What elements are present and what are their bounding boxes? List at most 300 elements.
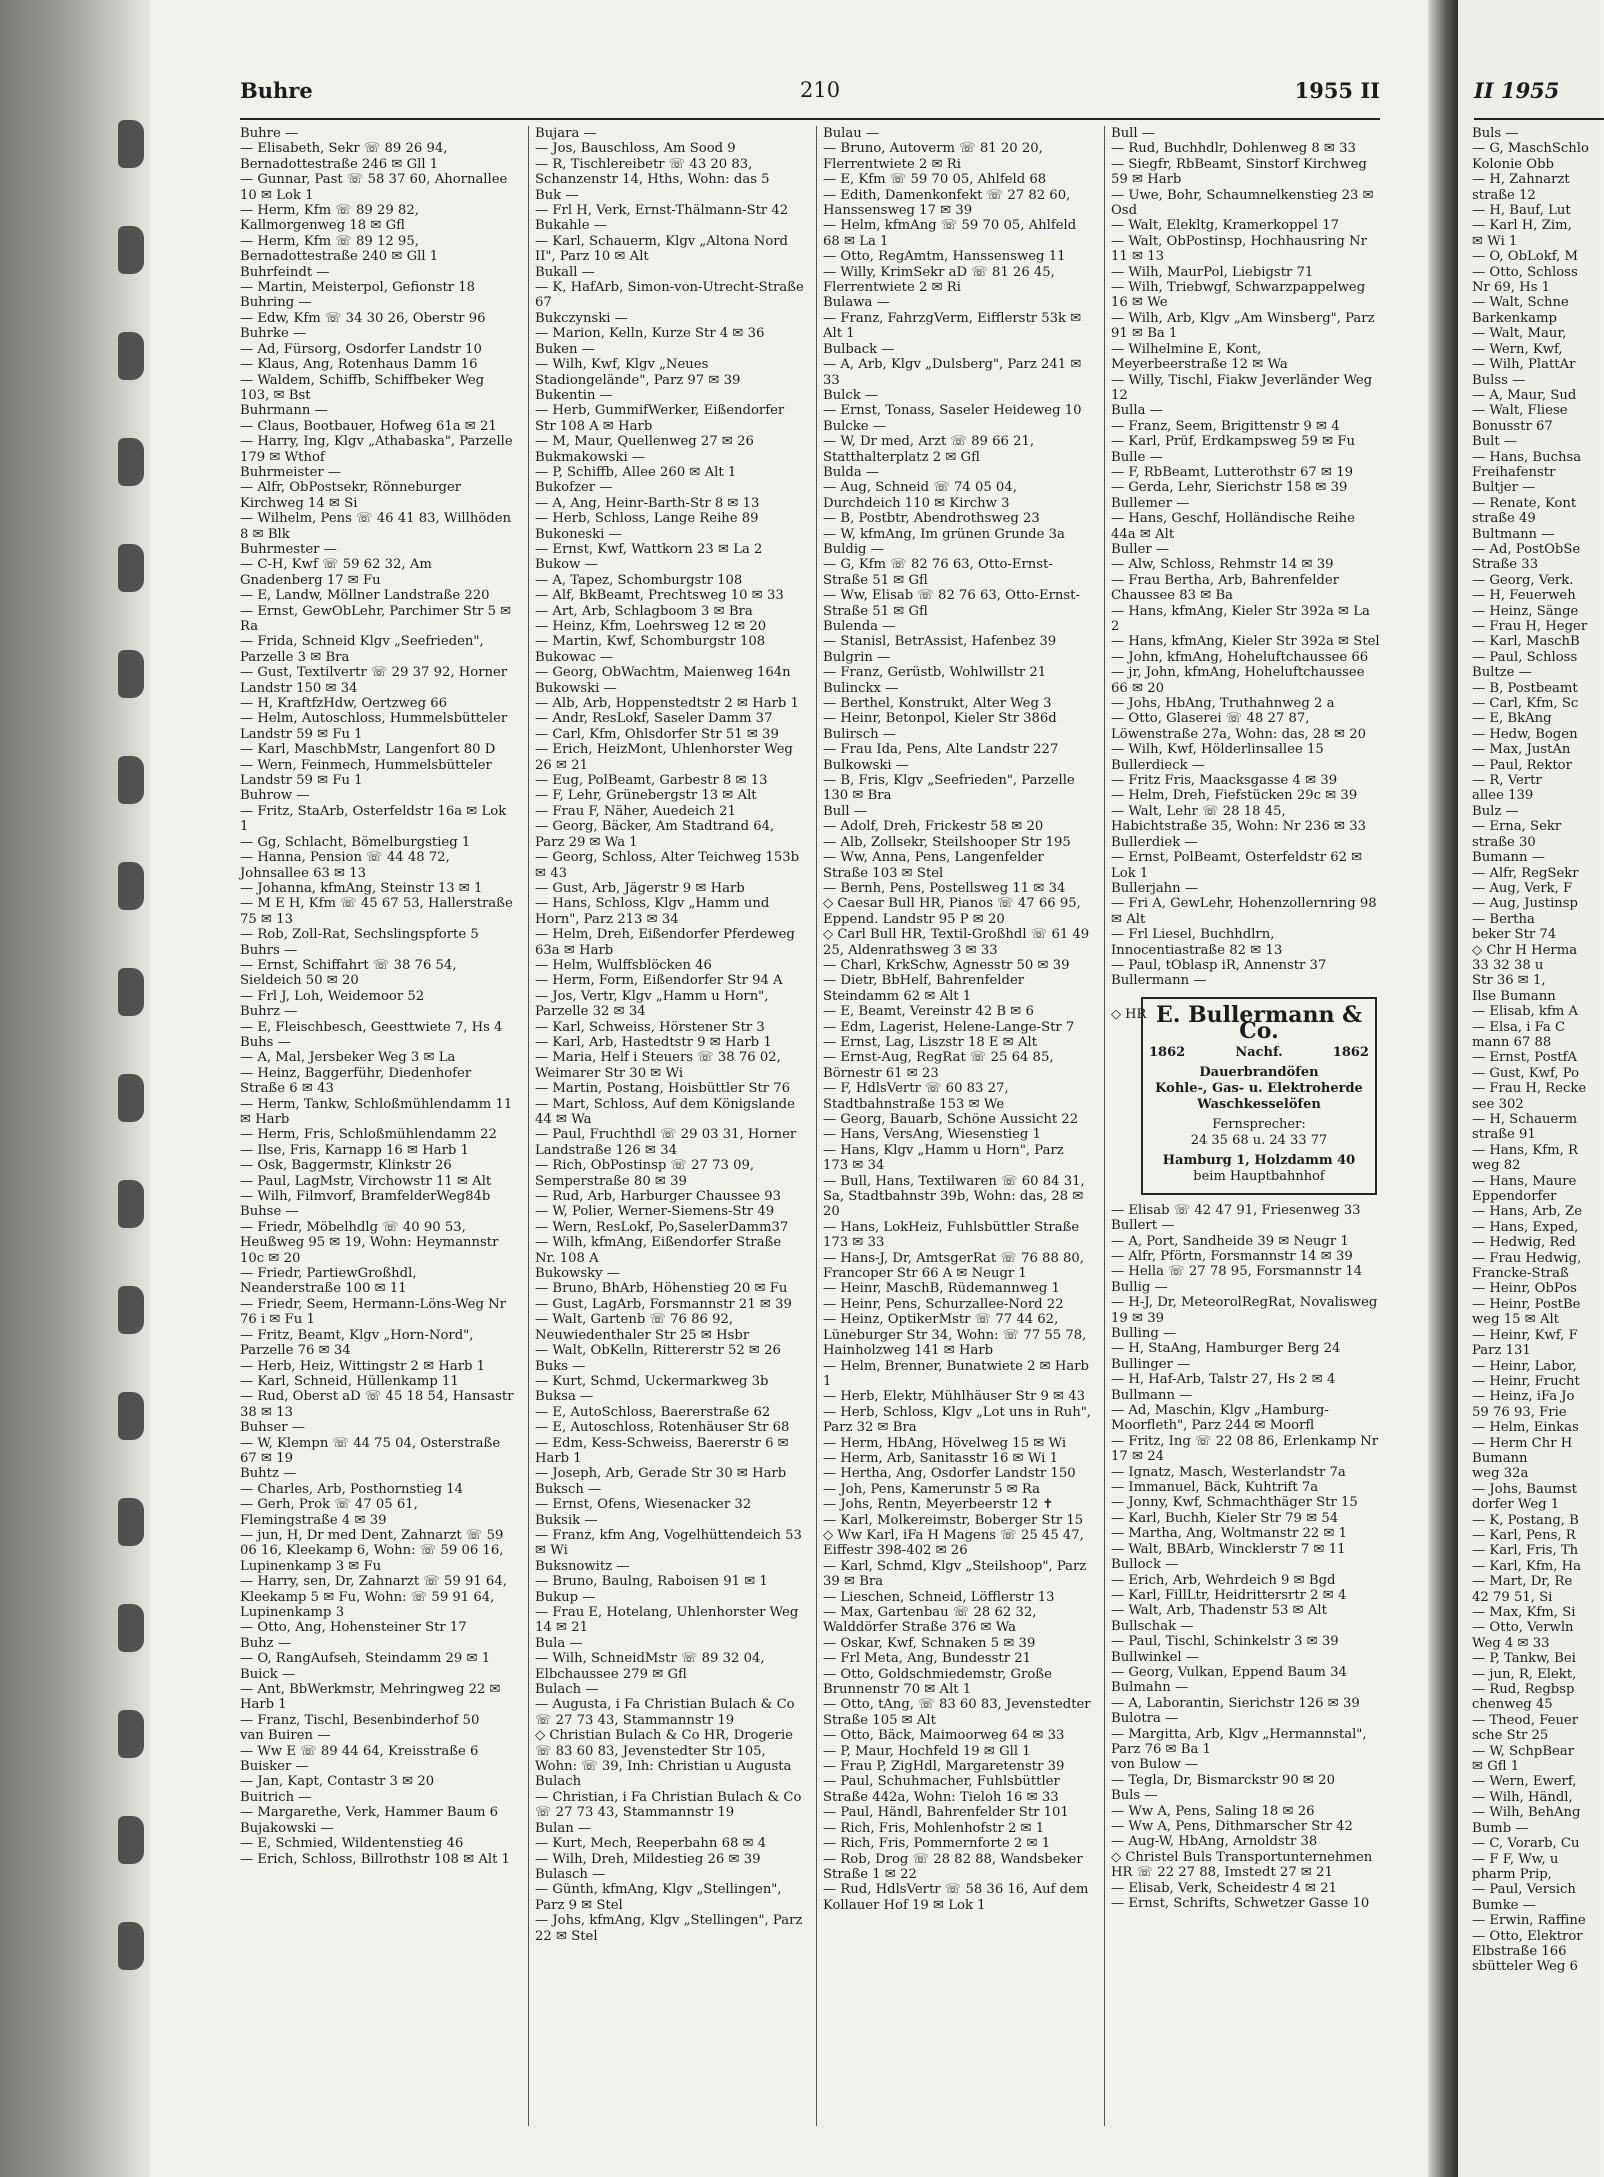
ad-line: Fernsprecher:: [1212, 1116, 1306, 1132]
facing-page-line: Freihafenstr: [1472, 464, 1556, 480]
directory-entry: Bullermann —: [1111, 973, 1207, 989]
directory-entry: — A, Port, Sandheide 39 ✉ Neugr 1: [1111, 1233, 1349, 1249]
directory-entry: — A, Mal, Jersbeker Weg 3 ✉ La: [240, 1050, 456, 1066]
directory-entry: — Wilh, Arb, Klgv „Am Winsberg", Parz 91 ✉ Ba 1: [1111, 310, 1379, 342]
directory-entry: Bulasch —: [535, 1866, 606, 1882]
directory-entry: — Alb, Arb, Hoppenstedtstr 2 ✉ Harb 1: [535, 696, 799, 712]
directory-entry: Bulach —: [535, 1682, 599, 1698]
directory-entry: Buksch —: [535, 1481, 602, 1497]
facing-page-line: 33 32 38 u: [1472, 957, 1544, 973]
directory-entry: — Franz, Gerüstb, Wohlwillstr 21: [823, 665, 1047, 681]
directory-entry: — E, Beamt, Vereinstr 42 B ✉ 6: [823, 1004, 1034, 1020]
directory-entry: — Erich, Schloss, Billrothstr 108 ✉ Alt 1: [240, 1851, 510, 1867]
directory-entry: — Claus, Bootbauer, Hofweg 61a ✉ 21: [240, 418, 497, 434]
directory-entry: Buhrmeister —: [240, 464, 342, 480]
directory-entry: ◇ Christian Bulach & Co HR, Drogerie ☏ 83 60 83, Jevenstedter Str 105, Wohn: ☏ 39, Inh: Christian u Augusta Bulach: [535, 1728, 798, 1790]
directory-entry: Bullemer —: [1111, 495, 1190, 511]
facing-page-line: — A, Maur, Sud: [1472, 387, 1577, 403]
facing-page-line: — Hans, Kfm, R: [1472, 1142, 1578, 1158]
directory-entry: — Ernst, GewObLehr, Parchimer Str 5 ✉ Ra: [240, 603, 516, 634]
directory-entry: — Ad, Fürsorg, Osdorfer Landstr 10: [240, 341, 482, 357]
directory-entry: — Paul, LagMstr, Virchowstr 11 ✉ Alt: [240, 1173, 492, 1189]
facing-page-line: — Alfr, RegSekr: [1472, 865, 1579, 881]
directory-entry: — Maria, Helf i Steuers ☏ 38 76 02, Weimarer Str 30 ✉ Wi: [535, 1050, 786, 1081]
facing-page-line: — Helm, Einkas: [1472, 1420, 1579, 1436]
directory-entry: — Hans, Schloss, Klgv „Hamm und Horn", Parz 213 ✉ 34: [535, 896, 774, 927]
directory-entry: — Herm, Kfm ☏ 89 12 95, Bernadottestraße 240 ✉ Gll 1: [240, 233, 439, 265]
directory-entry: Bullmann —: [1111, 1387, 1193, 1403]
directory-entry: — Hanna, Pension ☏ 44 48 72, Johnsallee 63 ✉ 13: [240, 850, 454, 881]
directory-entry: — jr, John, kfmAng, Hoheluftchaussee 66 ✉ 20: [1111, 665, 1369, 696]
directory-entry: Buksik —: [535, 1512, 598, 1528]
facing-page-line: Kolonie Obb: [1472, 156, 1554, 172]
directory-entry: — Ww, Anna, Pens, Langenfelder Straße 103 ✉ Stel: [823, 850, 1049, 881]
facing-page-line: straße 30: [1472, 834, 1536, 850]
directory-entry: — Ww E ☏ 89 44 64, Kreisstraße 6: [240, 1743, 479, 1759]
facing-page-line: — Karl, Pens, R: [1472, 1527, 1576, 1543]
directory-entry: — Helm, Wulffsblöcken 46: [535, 957, 712, 973]
facing-page-line: — Heinr, ObPos: [1472, 1281, 1577, 1297]
directory-entry: — Lieschen, Schneid, Löfflerstr 13: [823, 1589, 1055, 1605]
directory-entry: — Herm, HbAng, Hövelweg 15 ✉ Wi: [823, 1435, 1067, 1451]
facing-page-line: — Heinr, Frucht: [1472, 1373, 1580, 1389]
directory-entry: ◇ Ww Karl, iFa H Magens ☏ 25 45 47, Eiffestr 398-402 ✉ 26: [823, 1527, 1089, 1559]
directory-entry: — Rud, Buchhdlr, Dohlenweg 8 ✉ 33: [1111, 141, 1356, 157]
directory-entry: — Charles, Arb, Posthornstieg 14: [240, 1481, 464, 1497]
directory-entry: — Art, Arb, Schlagboom 3 ✉ Bra: [535, 603, 753, 619]
directory-entry: Bukoneski —: [535, 526, 622, 542]
directory-entry: Bull —: [1111, 126, 1155, 141]
facing-page-line: Bumb —: [1472, 1820, 1529, 1836]
directory-entry: — Fritz, StaArb, Osterfeldstr 16a ✉ Lok 1: [240, 803, 511, 835]
directory-entry: — Erich, HeizMont, Uhlenhorster Weg 26 ✉ 21: [535, 742, 798, 773]
directory-entry: — Alfr, ObPostsekr, Rönneburger Kirchweg 14 ✉ Si: [240, 480, 466, 511]
directory-entry: — Heinr, Pens, Schurzallee-Nord 22: [823, 1296, 1064, 1312]
facing-page-line: 59 76 93, Frie: [1472, 1404, 1567, 1420]
facing-page-line: 42 79 51, Si: [1472, 1589, 1553, 1605]
facing-page-line: — Karl H, Zim,: [1472, 218, 1572, 234]
directory-entry: — Otto, Glaserei ☏ 48 27 87, Löwenstraße 27a, Wohn: das, 28 ✉ 20: [1111, 711, 1367, 742]
directory-entry: — Paul, Schuhmacher, Fuhlsbüttler Straße 442a, Wohn: Tieloh 16 ✉ 33: [823, 1774, 1064, 1805]
directory-entry: — Frau P, ZigHdl, Margaretenstr 39: [823, 1759, 1065, 1775]
facing-page-line: chenweg 45: [1472, 1697, 1553, 1713]
directory-entry: — Kurt, Schmd, Uckermarkweg 3b: [535, 1373, 769, 1389]
facing-page-line: — Wern, Ewerf,: [1472, 1774, 1577, 1790]
facing-page-line: Straße 33: [1472, 557, 1539, 573]
directory-entry: Bulkowski —: [823, 757, 909, 773]
directory-page: [240, 60, 1420, 2150]
directory-entry: — Ilse, Fris, Karnapp 16 ✉ Harb 1: [240, 1142, 469, 1158]
facing-page-line: — Wern, Kwf,: [1472, 341, 1563, 357]
ad-line: Dauerbrandöfen: [1199, 1064, 1319, 1080]
directory-entry: — Paul, Händl, Bahrenfelder Str 101: [823, 1805, 1069, 1821]
facing-page-line: — Elisab, kfm A: [1472, 1004, 1578, 1020]
directory-entry: — Helm, kfmAng ☏ 59 70 05, Ahlfeld 68 ✉ La 1: [823, 218, 1081, 249]
facing-page-line: Bumann: [1472, 1450, 1528, 1466]
directory-entry: — Frau E, Hotelang, Uhlenhorster Weg 14 ✉ 21: [535, 1605, 803, 1636]
directory-entry: — Martin, Kwf, Schomburgstr 108: [535, 634, 766, 650]
facing-page-line: — Walt, Schne: [1472, 295, 1569, 311]
directory-entry: — Uwe, Bohr, Schaumnelkenstieg 23 ✉ Osd: [1111, 187, 1378, 219]
directory-entry: — Heinr, MaschB, Rüdemannweg 1: [823, 1281, 1060, 1297]
directory-entry: — Hans, VersAng, Wiesenstieg 1: [823, 1127, 1041, 1143]
directory-entry: — Karl, FillLtr, Heidrittersrtr 2 ✉ 4: [1111, 1587, 1347, 1603]
directory-entry: — Walt, Gartenb ☏ 76 86 92, Neuwiedenthaler Str 25 ✉ Hsbr: [535, 1312, 750, 1343]
directory-entry: — W, kfmAng, Im grünen Grunde 3a: [823, 526, 1065, 542]
directory-entry: — Osk, Baggermstr, Klinkstr 26: [240, 1158, 452, 1174]
directory-entry: — A, Ang, Heinr-Barth-Str 8 ✉ 13: [535, 495, 760, 511]
directory-entry: Buldig —: [823, 541, 884, 557]
directory-entry: — Herm, Kfm ☏ 89 29 82, Kallmorgenweg 18 ✉ Gfl: [240, 203, 424, 234]
directory-entry: — Ernst, Tonass, Saseler Heideweg 10: [823, 403, 1082, 419]
directory-entry: — Ernst, PolBeamt, Osterfeldstr 62 ✉ Lok 1: [1111, 850, 1367, 881]
facing-page-line: — Max, JustAn: [1472, 742, 1571, 758]
directory-entry: — Elisab ☏ 42 47 91, Friesenweg 33: [1111, 1202, 1361, 1218]
directory-entry: — Karl, Arb, Hastedtstr 9 ✉ Harb 1: [535, 1034, 772, 1050]
directory-column-4: [1104, 126, 1383, 2126]
directory-entry: — Otto, tAng, ☏ 83 60 83, Jevenstedter Straße 105 ✉ Alt: [823, 1697, 1095, 1728]
facing-page-line: — Frau H, Recke: [1472, 1081, 1587, 1097]
directory-entry: — Georg, Bauarb, Schöne Aussicht 22: [823, 1112, 1079, 1127]
directory-entry: — Jonny, Kwf, Schmachthäger Str 15: [1111, 1495, 1358, 1511]
directory-entry: — Fritz Fris, Maacksgasse 4 ✉ 39: [1111, 773, 1338, 789]
directory-entry: — Frl Liesel, Buchhdlrn, Innocentiastraße 82 ✉ 13: [1111, 927, 1283, 958]
directory-entry: — Günth, kfmAng, Klgv „Stellingen", Parz 9 ✉ Stel: [535, 1882, 786, 1913]
directory-entry: — Helm, Autoschloss, Hummelsbütteler Landstr 59 ✉ Fu 1: [240, 711, 512, 742]
facing-page-line: — Hans, Arb, Ze: [1472, 1204, 1583, 1220]
directory-entry: — Johs, kfmAng, Klgv „Stellingen", Parz 22 ✉ Stel: [535, 1913, 807, 1944]
facing-page-line: — Gust, Kwf, Po: [1472, 1065, 1580, 1081]
directory-entry: — Franz, Seem, Brigittenstr 9 ✉ 4: [1111, 418, 1340, 434]
facing-page-line: — Heinz, Sänge: [1472, 603, 1579, 619]
directory-entry: Buksnowitz —: [535, 1558, 630, 1574]
facing-page-line: Nr 69, Hs 1: [1472, 280, 1551, 296]
directory-entry: — W, Polier, Werner-Siemens-Str 49: [535, 1204, 775, 1220]
directory-entry: Bukentin —: [535, 387, 613, 403]
facing-page-line: — Heinr, PostBe: [1472, 1296, 1581, 1312]
facing-page-line: — Aug, Justinsp: [1472, 896, 1578, 912]
directory-entry: Buhrmann —: [240, 403, 328, 419]
directory-entry: Bukczynski —: [535, 310, 628, 326]
facing-page-line: — H, Zahnarzt: [1472, 172, 1570, 188]
ad-year-right: 1862: [1332, 1044, 1369, 1060]
directory-entry: — F, RbBeamt, Lutterothstr 67 ✉ 19: [1111, 464, 1354, 480]
directory-entry: von Bulow —: [1111, 1757, 1199, 1773]
directory-entry: — Herb, Schloss, Lange Reihe 89: [535, 511, 759, 527]
directory-entry: — P, Maur, Hochfeld 19 ✉ Gll 1: [823, 1743, 1031, 1759]
directory-entry: — Gunnar, Past ☏ 58 37 60, Ahornallee 10 ✉ Lok 1: [240, 172, 512, 203]
directory-entry: — Walt, Arb, Thadenstr 53 ✉ Alt: [1111, 1603, 1327, 1619]
facing-page-line: — Heinr, Labor,: [1472, 1358, 1577, 1374]
directory-entry: — Karl, Molkereimstr, Boberger Str 15: [823, 1512, 1084, 1528]
directory-entry: — Wilh, Filmvorf, BramfelderWeg84b: [240, 1189, 491, 1205]
directory-entry: — H, Haf-Arb, Talstr 27, Hs 2 ✉ 4: [1111, 1372, 1336, 1388]
directory-entry: Bullert —: [1111, 1218, 1175, 1234]
directory-entry: — Hella ☏ 27 78 95, Forsmannstr 14: [1111, 1264, 1363, 1280]
directory-entry: Buhrow —: [240, 788, 310, 804]
directory-entry: — Jos, Bauschloss, Am Sood 9: [535, 141, 736, 157]
directory-entry: — Joh, Pens, Kamerunstr 5 ✉ Ra: [823, 1481, 1041, 1497]
directory-entry: Bulgrin —: [823, 649, 891, 665]
directory-entry: — Edw, Kfm ☏ 34 30 26, Oberstr 96: [240, 310, 486, 326]
facing-page-line: Str 36 ✉ 1,: [1472, 973, 1546, 989]
directory-entry: — Klaus, Ang, Rotenhaus Damm 16: [240, 357, 478, 373]
directory-entry: — E, AutoSchloss, Baererstraße 62: [535, 1404, 771, 1420]
facing-page-line: Eppendorfer: [1472, 1189, 1557, 1205]
facing-page-line: — Wilh, Händl,: [1472, 1789, 1573, 1805]
directory-entry: — Hans, Geschf, Holländische Reihe 44a ✉ Alt: [1111, 511, 1360, 542]
directory-entry: — Rich, Fris, Mohlenhofstr 2 ✉ 1: [823, 1820, 1045, 1836]
directory-entry: — Rich, Fris, Pommernforte 2 ✉ 1: [823, 1836, 1051, 1852]
directory-entry: — Karl, Prüf, Erdkampsweg 59 ✉ Fu: [1111, 434, 1355, 450]
directory-entry: — Walt, ObKelln, Rittererstr 52 ✉ 26: [535, 1343, 781, 1359]
directory-entry: — Ww A, Pens, Saling 18 ✉ 26: [1111, 1803, 1315, 1819]
directory-entry: — Otto, Goldschmiedemstr, Große Brunnenstr 70 ✉ Alt 1: [823, 1666, 1057, 1698]
directory-entry: Bullwinkel —: [1111, 1649, 1200, 1665]
directory-entry: Bulck —: [823, 387, 879, 403]
facing-page-line: Parz 131: [1472, 1343, 1531, 1359]
facing-page-line: — Paul, Rektor: [1472, 757, 1572, 773]
directory-entry: — H, StaAng, Hamburger Berg 24: [1111, 1341, 1341, 1357]
directory-entry: — Hans-J, Dr, AmtsgerRat ☏ 76 88 80, Francoper Str 66 A ✉ Neugr 1: [823, 1250, 1089, 1282]
facing-page-line: — Ad, PostObSe: [1472, 541, 1581, 557]
facing-page-line: Bumke —: [1472, 1897, 1536, 1913]
directory-entry: — Max, Gartenbau ☏ 28 62 32, Walddörfer Straße 376 ✉ Wa: [823, 1605, 1041, 1636]
directory-entry: Bullinger —: [1111, 1356, 1191, 1372]
directory-entry: — Carl, Kfm, Ohlsdorfer Str 51 ✉ 39: [535, 726, 779, 742]
directory-entry: — Paul, tOblasp iR, Annenstr 37: [1111, 957, 1327, 973]
directory-entry: — Ernst, Kwf, Wattkorn 23 ✉ La 2: [535, 541, 763, 557]
directory-entry: Bukmakowski —: [535, 449, 646, 465]
directory-entry: — H-J, Dr, MeteorolRegRat, Novalisweg 19 ✉ 39: [1111, 1295, 1382, 1326]
directory-entry: — Heinz, Baggerführ, Diedenhofer Straße 6 ✉ 43: [240, 1065, 476, 1097]
directory-entry: — P, Schiffb, Allee 260 ✉ Alt 1: [535, 464, 737, 480]
facing-page-line: — F F, Ww, u: [1472, 1851, 1559, 1867]
directory-entry: — Otto, RegAmtm, Hanssensweg 11: [823, 249, 1066, 265]
facing-page-line: straße 49: [1472, 511, 1536, 527]
directory-entry: — Ernst, Lag, Liszstr 18 E ✉ Alt: [823, 1034, 1038, 1050]
facing-page-line: sche Str 25: [1472, 1728, 1549, 1744]
facing-page-line: — Erna, Sekr: [1472, 819, 1562, 835]
directory-entry: Bulirsch —: [823, 726, 896, 742]
directory-entry: — Karl, MaschbMstr, Langenfort 80 D: [240, 742, 496, 758]
facing-page-line: Elbstraße 166: [1472, 1943, 1567, 1959]
directory-entry: — Ernst, Schrifts, Schwetzer Gasse 10: [1111, 1896, 1370, 1912]
directory-entry: — Rud, HdlsVertr ☏ 58 36 16, Auf dem Kollauer Hof 19 ✉ Lok 1: [823, 1882, 1093, 1913]
directory-entry: — Erich, Arb, Wehrdeich 9 ✉ Bgd: [1111, 1572, 1336, 1588]
directory-entry: Bulling —: [1111, 1326, 1177, 1341]
directory-entry: — Hans, kfmAng, Kieler Str 392a ✉ Stel: [1111, 634, 1380, 650]
facing-page-head: II 1955: [1474, 78, 1560, 103]
directory-entry: — Walt, Lehr ☏ 28 18 45, Habichtstraße 35, Wohn: Nr 236 ✉ 33: [1111, 803, 1367, 835]
directory-entry: — Dietr, BbHelf, Bahrenfelder Steindamm 62 ✉ Alt 1: [823, 973, 1029, 1004]
facing-page-line: sbütteler Weg 6: [1472, 1959, 1578, 1975]
directory-entry: — Wilh, Kwf, Hölderlinsallee 15: [1111, 742, 1324, 758]
directory-entry: Bullerdiek —: [1111, 834, 1198, 850]
directory-entry: — A, Arb, Klgv „Dulsberg", Parz 241 ✉ 33: [823, 357, 1086, 388]
directory-entry: — Johanna, kfmAng, Steinstr 13 ✉ 1: [240, 880, 483, 896]
facing-page-line: Weg 4 ✉ 33: [1472, 1635, 1550, 1651]
directory-entry: — Frl H, Verk, Ernst-Thälmann-Str 42: [535, 203, 789, 219]
spine-binding-marks: [118, 120, 148, 2020]
directory-entry: — Charl, KrkSchw, Agnesstr 50 ✉ 39: [823, 957, 1070, 973]
facing-page-line: pharm Prip,: [1472, 1866, 1552, 1882]
directory-entry: — Friedr, Seem, Hermann-Löns-Weg Nr 76 i ✉ Fu 1: [240, 1296, 511, 1328]
facing-page-line: Bonusstr 67: [1472, 418, 1553, 434]
ad-year-left: 1862: [1149, 1044, 1186, 1060]
directory-entry: ◇ Carl Bull HR, Textil-Großhdl ☏ 61 49 25, Aldenrathsweg 3 ✉ 33: [823, 927, 1094, 958]
directory-entry: — B, Postbtr, Abendrothsweg 23: [823, 511, 1040, 527]
running-head-volume: 1955 II: [1294, 78, 1380, 103]
facing-page-line: — Mart, Dr, Re: [1472, 1574, 1573, 1590]
directory-entry: — Margarethe, Verk, Hammer Baum 6: [240, 1805, 499, 1821]
directory-entry: — Otto, Ang, Hohensteiner Str 17: [240, 1620, 467, 1636]
directory-entry: — Helm, Dreh, Fiefstücken 29c ✉ 39: [1111, 788, 1358, 804]
facing-page-line: — P, Tankw, Bei: [1472, 1651, 1576, 1667]
facing-page-line: Bulss —: [1472, 372, 1526, 388]
directory-entry: — Herb, Elektr, Mühlhäuser Str 9 ✉ 43: [823, 1389, 1086, 1405]
directory-entry: Bukup —: [535, 1589, 596, 1605]
directory-entry: Bulenda —: [823, 619, 896, 634]
directory-entry: — Gg, Schlacht, Bömelburgstieg 1: [240, 834, 471, 850]
directory-entry: Bulle —: [1111, 449, 1163, 465]
facing-page-line: beker Str 74: [1472, 927, 1557, 943]
directory-column-2: [528, 126, 808, 2126]
directory-entry: — Hertha, Ang, Osdorfer Landstr 150: [823, 1466, 1076, 1482]
directory-entry: — Berthel, Konstrukt, Alter Weg 3: [823, 696, 1052, 712]
directory-entry: — Franz, Tischl, Besenbinderhof 50: [240, 1712, 480, 1728]
facing-page-line: — E, BkAng: [1472, 711, 1552, 727]
directory-entry: Buks —: [535, 1358, 586, 1374]
facing-page-line: — Carl, Kfm, Sc: [1472, 696, 1579, 712]
directory-entry: — Wilh, SchneidMstr ☏ 89 32 04, Elbchaussee 279 ✉ Gfl: [535, 1651, 769, 1682]
directory-entry: — Bull, Hans, Textilwaren ☏ 60 84 31, Sa, Stadtbahnstr 39b, Wohn: das, 28 ✉ 20: [823, 1173, 1089, 1220]
directory-entry: — Wilh, kfmAng, Eißendorfer Straße Nr. 108 A: [535, 1235, 786, 1266]
directory-entry: — Friedr, Möbelhdlg ☏ 40 90 53, Heußweg 95 ✉ 19, Wohn: Heymannstr 10c ✉ 20: [240, 1219, 503, 1266]
facing-page-fragment: [1458, 0, 1600, 2177]
directory-entry: — Joseph, Arb, Gerade Str 30 ✉ Harb: [535, 1466, 787, 1482]
directory-entry: — Andr, ResLokf, Saseler Damm 37: [535, 711, 773, 727]
directory-entry: — Eug, PolBeamt, Garbestr 8 ✉ 13: [535, 773, 768, 789]
directory-entry: — Margitta, Arb, Klgv „Hermannstal", Parz 76 ✉ Ba 1: [1111, 1726, 1371, 1757]
facing-page-line: — H, Schauerm: [1472, 1112, 1578, 1127]
directory-entry: Buhrmester —: [240, 541, 337, 557]
directory-entry: — Georg, Schloss, Alter Teichweg 153b ✉ 43: [535, 850, 804, 881]
directory-entry: Buhs —: [240, 1034, 291, 1050]
directory-entry: Bujakowski —: [240, 1820, 334, 1836]
directory-entry: van Buiren —: [240, 1728, 331, 1744]
facing-page-line: Bumann —: [1472, 850, 1545, 866]
directory-entry: — Immanuel, Bäck, Kuhtrift 7a: [1111, 1480, 1319, 1496]
directory-entry: — Gust, LagArb, Forsmannstr 21 ✉ 39: [535, 1296, 792, 1312]
directory-entry: — O, RangAufseh, Steindamm 29 ✉ 1: [240, 1651, 491, 1667]
facing-page-line: — Hans, Buchsa: [1472, 449, 1582, 465]
directory-entry: Bulcke —: [823, 418, 886, 434]
ad-successor: Nachf.: [1235, 1044, 1283, 1060]
facing-page-line: — Frau H, Heger: [1472, 619, 1588, 634]
directory-entry: — Wilh, Triebwgf, Schwarzpappelweg 16 ✉ We: [1111, 280, 1370, 311]
directory-entry: — A, Laborantin, Sierichstr 126 ✉ 39: [1111, 1695, 1360, 1711]
directory-entry: — Alw, Schloss, Rehmstr 14 ✉ 39: [1111, 557, 1334, 573]
directory-entry: — E, Schmied, Wildentenstieg 46: [240, 1836, 464, 1852]
facing-page-line: Barkenkamp: [1472, 310, 1557, 326]
directory-entry: Buhre —: [240, 126, 299, 141]
directory-entry: — Walt, Elekltg, Kramerkoppel 17: [1111, 218, 1339, 234]
directory-entry: — Walt, ObPostinsp, Hochhausring Nr 11 ✉ 13: [1111, 233, 1372, 265]
directory-entry: — jun, H, Dr med Dent, Zahnarzt ☏ 59 06 16, Kleekamp 6, Wohn: ☏ 59 06 16, Lupinenkamp 3 ✉ Fu: [240, 1527, 508, 1574]
facing-page-line: — Hedwig, Red: [1472, 1235, 1576, 1251]
directory-entry: — G, Kfm ☏ 82 76 63, Otto-Ernst-Straße 51 ✉ Gfl: [823, 557, 1053, 588]
directory-entry: — Hans, Klgv „Hamm u Horn", Parz 173 ✉ 34: [823, 1142, 1068, 1174]
directory-entry: — Ant, BbWerkmstr, Mehringweg 22 ✉ Harb 1: [240, 1682, 505, 1713]
directory-entry: Bullerdieck —: [1111, 757, 1205, 773]
directory-entry: — Willy, KrimSekr aD ☏ 81 26 45, Flerrentwiete 2 ✉ Ri: [823, 264, 1060, 296]
facing-page-line: see 302: [1472, 1096, 1524, 1112]
directory-entry: — Edm, Kess-Schweiss, Baererstr 6 ✉ Harb 1: [535, 1435, 793, 1466]
directory-entry: Bullerjahn —: [1111, 880, 1199, 896]
facing-page-line: — Theod, Feuer: [1472, 1712, 1579, 1728]
facing-page-line: — Walt, Fliese: [1472, 403, 1568, 419]
directory-entry: ◇ Christel Buls Transportunternehmen HR ☏ 22 27 88, Imstedt 27 ✉ 21: [1111, 1849, 1377, 1881]
directory-entry: — Herm, Tankw, Schloßmühlendamm 11 ✉ Harb: [240, 1096, 517, 1127]
facing-page-line: — H, Bauf, Lut: [1472, 203, 1571, 219]
directory-entry: — Heinz, OptikerMstr ☏ 77 44 62, Lüneburger Str 34, Wohn: ☏ 77 55 78, Hainholzweg 141 ✉ Harb: [823, 1312, 1091, 1359]
directory-entry: — Ww, Elisab ☏ 82 76 63, Otto-Ernst-Straße 51 ✉ Gfl: [823, 588, 1080, 619]
directory-entry: — Herb, Heiz, Wittingstr 2 ✉ Harb 1: [240, 1358, 486, 1374]
directory-entry: Bullock —: [1111, 1557, 1179, 1573]
facing-page-line: Bultmann —: [1472, 526, 1555, 542]
ad-line: Kohle-, Gas- u. Elektroherde: [1155, 1080, 1363, 1096]
facing-page-line: — Wilh, BehAng: [1472, 1805, 1581, 1821]
directory-entry: — Frau Ida, Pens, Alte Landstr 227: [823, 742, 1059, 758]
directory-entry: — Gust, Arb, Jägerstr 9 ✉ Harb: [535, 880, 745, 896]
directory-entry: — Tegla, Dr, Bismarckstr 90 ✉ 20: [1111, 1772, 1335, 1788]
ad-address: Hamburg 1, Holzdamm 40: [1162, 1152, 1356, 1168]
facing-page-line: — Rud, Regbsp: [1472, 1682, 1575, 1698]
directory-entry: — Waldem, Schiffb, Schiffbeker Weg 103, ✉ Bst: [240, 372, 489, 403]
directory-entry: Bukowski —: [535, 680, 617, 696]
directory-entry: Bukall —: [535, 264, 595, 280]
directory-entry: Buhrs —: [240, 942, 298, 958]
directory-entry: — Hans, LokHeiz, Fuhlsbüttler Straße 173 ✉ 33: [823, 1219, 1084, 1251]
directory-entry: — Karl, Schweiss, Hörstener Str 3: [535, 1019, 765, 1035]
directory-entry: — Martin, Postang, Hoisbüttler Str 76: [535, 1081, 791, 1097]
directory-entry: — Martin, Meisterpol, Gefionstr 18: [240, 280, 476, 296]
directory-entry: — Rob, Zoll-Rat, Sechslingspforte 5: [240, 927, 479, 943]
directory-entry: — Karl, Schmd, Klgv „Steilshoop", Parz 39 ✉ Bra: [823, 1558, 1091, 1590]
facing-page-line: — Herm Chr H: [1472, 1435, 1573, 1451]
facing-page-line: — W, SchpBear: [1472, 1743, 1575, 1759]
directory-entry: — Adolf, Dreh, Frickestr 58 ✉ 20: [823, 819, 1044, 835]
directory-entry: Buhz —: [240, 1635, 292, 1651]
facing-page-line: Francke-Straß: [1472, 1266, 1569, 1282]
facing-page-line: — G, MaschSchlo: [1472, 141, 1589, 157]
directory-entry: — Christian, i Fa Christian Bulach & Co ☏ 27 73 43, Stammannstr 19: [535, 1789, 806, 1821]
directory-entry: Bujara —: [535, 126, 597, 141]
directory-entry: Buhser —: [240, 1420, 305, 1436]
directory-entry: — Fri A, GewLehr, Hohenzollernring 98 ✉ Alt: [1111, 896, 1381, 927]
directory-entry: — Otto, Bäck, Maimoorweg 64 ✉ 33: [823, 1728, 1065, 1744]
facing-page-line: — Heinr, Kwf, F: [1472, 1327, 1578, 1343]
facing-page-line: weg 15 ✉ Alt: [1472, 1312, 1559, 1328]
directory-entry: — W, Klempn ☏ 44 75 04, Osterstraße 67 ✉ 19: [240, 1435, 505, 1466]
directory-entry: — Georg, Vulkan, Eppend Baum 34: [1111, 1664, 1347, 1680]
facing-page-line: — K, Postang, B: [1472, 1512, 1579, 1528]
directory-entry: — H, KraftfzHdw, Oertzweg 66: [240, 696, 448, 712]
facing-page-line: Buls —: [1472, 126, 1519, 141]
directory-entry: Bukofzer —: [535, 480, 613, 496]
directory-entry: — Ignatz, Masch, Westerlandstr 7a: [1111, 1464, 1346, 1480]
